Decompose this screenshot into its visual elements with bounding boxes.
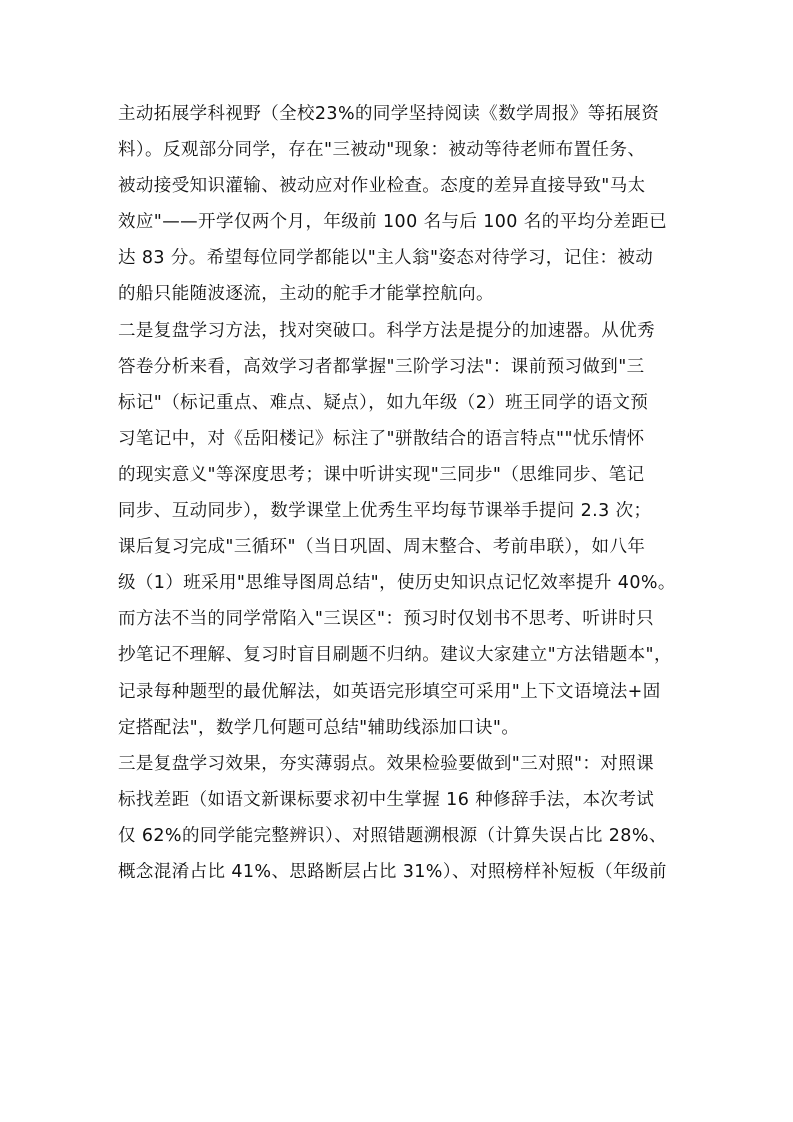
text-line: 习笔记中，对《岳阳楼记》标注了"骈散结合的语言特点""忧乐情怀 <box>118 428 645 449</box>
text-line: 定搭配法"，数学几何题可总结"辅助线添加口诀"。 <box>118 717 520 738</box>
text-line: 答卷分析来看，高效学习者都掌握"三阶学习法"：课前预习做到"三 <box>118 356 645 377</box>
paragraph-effect <box>118 746 692 890</box>
text-line: 的现实意义"等深度思考；课中听讲实现"三同步"（思维同步、笔记 <box>118 464 645 485</box>
text-line: 达 83 分。希望每位同学都能以"主人翁"姿态对待学习，记住：被动 <box>118 248 654 269</box>
paragraph-method <box>118 313 692 746</box>
paragraph-attitude <box>118 96 692 313</box>
text-line: 的船只能随波逐流，主动的舵手才能掌控航向。 <box>118 284 494 305</box>
text-line: 二是复盘学习方法，找对突破口。科学方法是提分的加速器。从优秀 <box>118 320 655 341</box>
text-line: 效应"——开学仅两个月，年级前 100 名与后 100 名的平均分差距已 <box>118 212 668 233</box>
text-line: 课后复习完成"三循环"（当日巩固、周末整合、考前串联），如八年 <box>118 537 646 558</box>
text-line: 标记"（标记重点、难点、疑点），如九年级（2）班王同学的语文预 <box>118 392 649 413</box>
text-line: 级（1）班采用"思维导图周总结"，使历史知识点记忆效率提升 40%。 <box>118 573 676 594</box>
text-line: 三是复盘学习效果，夯实薄弱点。效果检验要做到"三对照"：对照课 <box>118 753 654 774</box>
text-line: 概念混淆占比 41%、思路断层占比 31%）、对照榜样补短板（年级前 <box>118 861 667 882</box>
text-line: 料）。反观部分同学，存在"三被动"现象：被动等待老师布置任务、 <box>118 140 646 161</box>
body-text <box>118 96 692 890</box>
text-line: 主动拓展学科视野（全校23%的同学坚持阅读《数学周报》等拓展资 <box>118 104 660 124</box>
text-line: 抄笔记不理解、复习时盲目刷题不归纳。建议大家建立"方法错题本"， <box>118 645 672 666</box>
text-line: 而方法不当的同学常陷入"三误区"：预习时仅划书不思考、听讲时只 <box>118 609 654 630</box>
text-line: 记录每种题型的最优解法，如英语完形填空可采用"上下文语境法+固 <box>118 681 661 702</box>
text-line: 同步、互动同步），数学课堂上优秀生平均每节课举手提问 2.3 次； <box>118 501 652 522</box>
text-line: 标找差距（如语文新课标要求初中生掌握 16 种修辞手法，本次考试 <box>118 789 655 810</box>
text-line: 仅 62%的同学能完整辨识）、对照错题溯根源（计算失误占比 28%、 <box>118 825 667 846</box>
text-line: 被动接受知识灌输、被动应对作业检查。态度的差异直接导致"马太 <box>118 176 646 197</box>
